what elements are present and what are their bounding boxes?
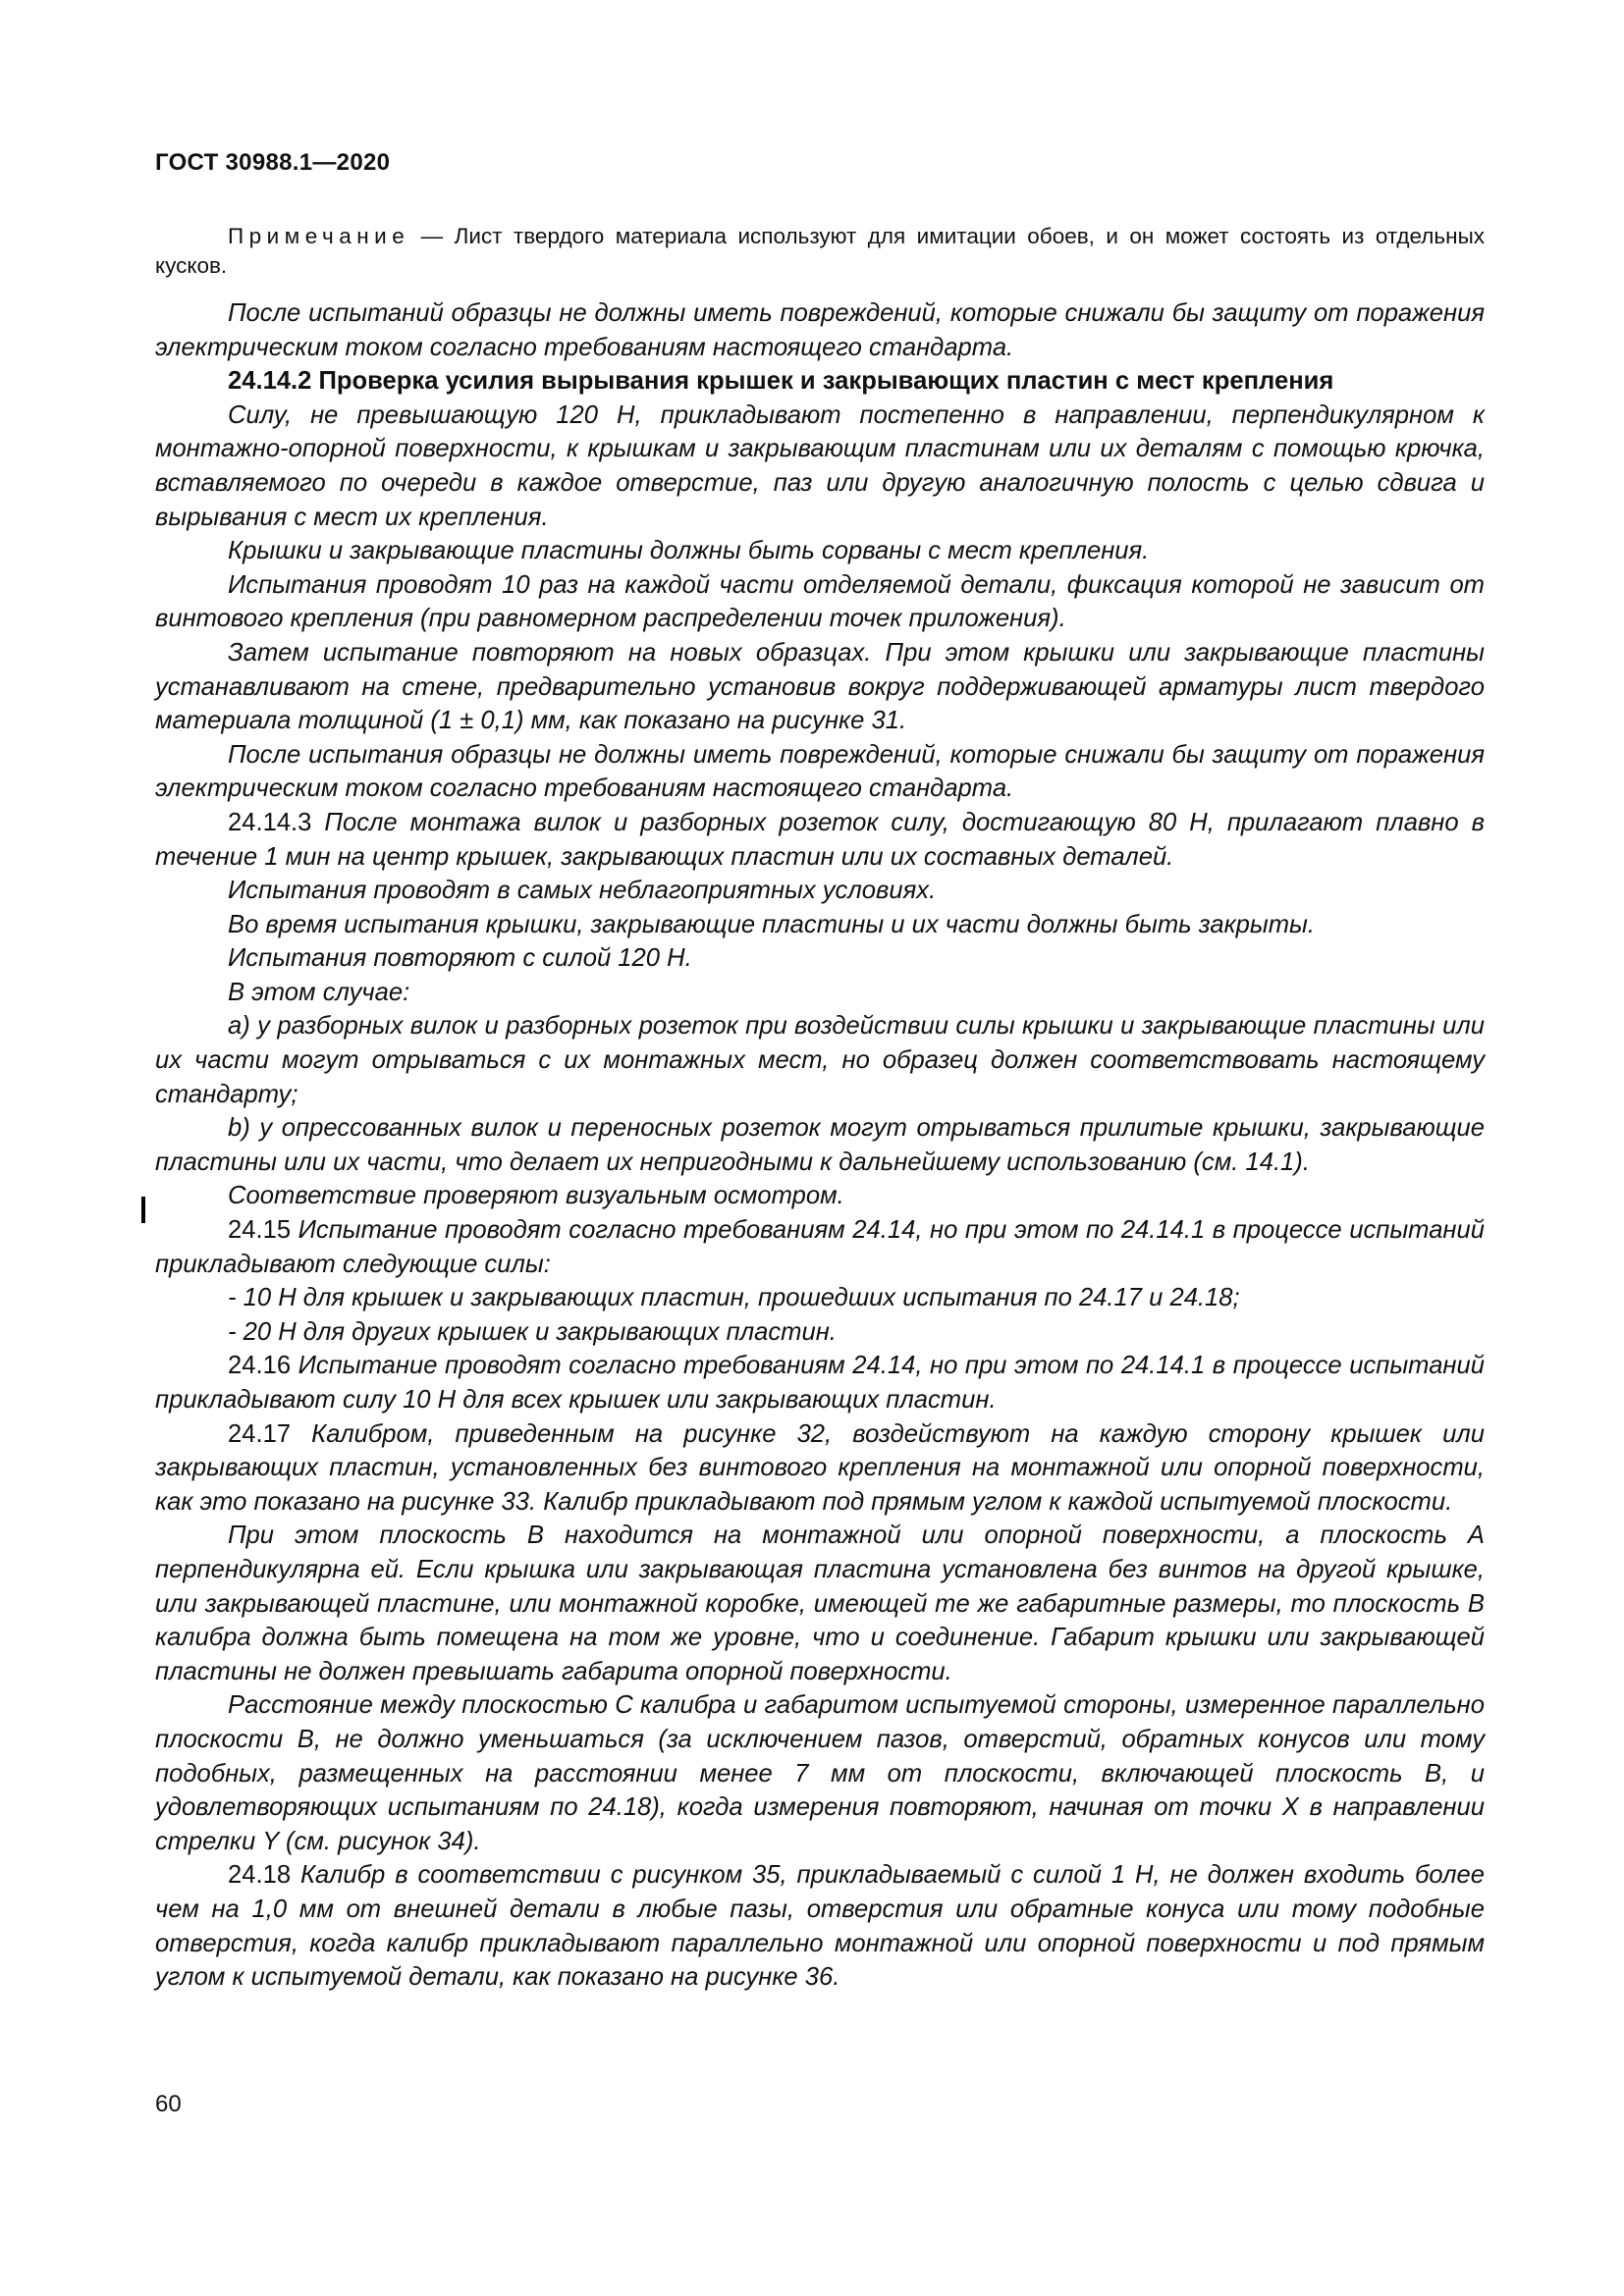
list-item: - 20 Н для других крышек и закрывающих пластин. xyxy=(228,1317,837,1346)
clause-number: 24.18 xyxy=(228,1861,292,1890)
section-heading-24-14-2: 24.14.2 Проверка усилия вырывания крышек и закрывающих пластин с мест крепления xyxy=(228,367,1334,396)
clause-number: 24.14.3 xyxy=(228,808,312,836)
clause-24-16 xyxy=(155,1349,1485,1416)
document-code: ГОСТ 30988.1—2020 xyxy=(155,149,391,176)
note xyxy=(155,222,1485,281)
paragraph: Испытания повторяют с силой 120 Н. xyxy=(228,944,692,973)
clause-number: 24.15 xyxy=(228,1216,292,1245)
clause-text: Испытание проводят согласно требованиям 24.14, но при этом по 24.14.1 в процессе испытаний прикладывают следующие силы: xyxy=(155,1216,1485,1278)
note-label: Примечание xyxy=(228,224,410,248)
clause-24-14-3 xyxy=(155,806,1485,874)
paragraph: Испытания проводят 10 раз на каждой части отделяемой детали, фиксация которой не зависит от винтового крепления (при равномерном распределении точек приложения). xyxy=(155,570,1485,633)
note-text: — Лист твердого материала используют для имитации обоев, и он может состоять из отдельных кусков. xyxy=(155,224,1485,278)
clause-number: 24.17 xyxy=(228,1419,292,1448)
change-bar xyxy=(141,1197,145,1223)
list-item: - 10 Н для крышек и закрывающих пластин, прошедших испытания по 24.17 и 24.18; xyxy=(228,1284,1240,1312)
paragraph: Силу, не превышающую 120 Н, прикладывают постепенно в направлении, перпендикулярном к монтажно-опорной поверхности, к крышкам и закрывающим пластинам или их деталям с помощью крючка, вставляемого по очереди в каждое отверстие, паз или другую аналогичную полость с целью сдвига и вырывания с мест их крепления. xyxy=(155,400,1485,531)
clause-24-15 xyxy=(155,1213,1485,1281)
clause-24-17 xyxy=(155,1417,1485,1520)
paragraph: В этом случае: xyxy=(228,978,410,1006)
paragraph: Крышки и закрывающие пластины должны быть сорваны с мест крепления. xyxy=(228,537,1150,565)
paragraph: При этом плоскость В находится на монтажной или опорной поверхности, а плоскость А перпендикулярна ей. Если крышка или закрывающая пластина установлена без винтов на другой крышке, или закрывающей пластине, или монтажной коробке, имеющей те же габаритные размеры, то плоскость В калибра должна быть помещена на том же уровне, что и соединение. Габарит крышки или закрывающей пластины не должен превышать габарита опорной поверхности. xyxy=(155,1522,1485,1685)
clause-24-18 xyxy=(155,1858,1485,1994)
paragraph: После испытаний образцы не должны иметь повреждений, которые снижали бы защиту от поражения электрическим током согласно требованиям настоящего стандарта. xyxy=(155,299,1485,361)
paragraph: Затем испытание повторяют на новых образцах. При этом крышки или закрывающие пластины устанавливают на стене, предварительно установив вокруг поддерживающей арматуры лист твердого материала толщиной (1 ± 0,1) мм, как показано на рисунке 31. xyxy=(155,638,1485,735)
clause-text: После монтажа вилок и разборных розеток силу, достигающую 80 Н, прилагают плавно в течение 1 мин на центр крышек, закрывающих пластин или их составных деталей. xyxy=(155,808,1485,871)
clause-number: 24.16 xyxy=(228,1352,292,1380)
paragraph: Во время испытания крышки, закрывающие пластины и их части должны быть закрыты. xyxy=(228,910,1315,938)
clause-text: Калибр в соответствии с рисунком 35, прикладываемый с силой 1 Н, не должен входить более чем на 1,0 мм от внешней детали в любые пазы, отверстия или обратные конуса или тому подобные отверстия, когда калибр прикладывают параллельно монтажной или опорной поверхности и под прямым углом к испытуемой детали, как показано на рисунке 36. xyxy=(155,1861,1485,1992)
paragraph: Расстояние между плоскостью С калибра и габаритом испытуемой стороны, измеренное параллельно плоскости В, не должно уменьшаться (за исключением пазов, отверстий, обратных конусов или тому подобных, размещенных на расстоянии менее 7 мм от плоскости, включающей плоскость В, и удовлетворяющих испытаниям по 24.18), когда измерения повторяют, начиная от точки X в направлении стрелки Y (см. рисунок 34). xyxy=(155,1691,1485,1855)
document-body xyxy=(155,222,1485,1995)
paragraph: Соответствие проверяют визуальным осмотром. xyxy=(228,1182,844,1210)
paragraph: После испытания образцы не должны иметь повреждений, которые снижали бы защиту от поражения электрическим током согласно требованиям настоящего стандарта. xyxy=(155,740,1485,803)
list-item-b: b) у опрессованных вилок и переносных розеток могут отрываться прилитые крышки, закрывающие пластины или их части, что делает их непригодными к дальнейшему использованию (см. 14.1). xyxy=(155,1114,1485,1176)
page-number: 60 xyxy=(155,2091,182,2117)
list-item-a: a) у разборных вилок и разборных розеток при воздействии силы крышки и закрывающие пластины или их части могут отрываться с их монтажных мест, но образец должен соответствовать настоящему стандарту; xyxy=(155,1012,1485,1108)
clause-text: Испытание проводят согласно требованиям 24.14, но при этом по 24.14.1 в процессе испытаний прикладывают силу 10 Н для всех крышек или закрывающих пластин. xyxy=(155,1352,1485,1414)
paragraph: Испытания проводят в самых неблагоприятных условиях. xyxy=(228,877,937,905)
clause-text: Калибром, приведенным на рисунке 32, воздействуют на каждую сторону крышек или закрывающих пластин, установленных без винтового крепления на монтажной или опорной поверхности, как это показано на рисунке 33. Калибр прикладывают под прямым углом к каждой испытуемой плоскости. xyxy=(155,1419,1485,1516)
